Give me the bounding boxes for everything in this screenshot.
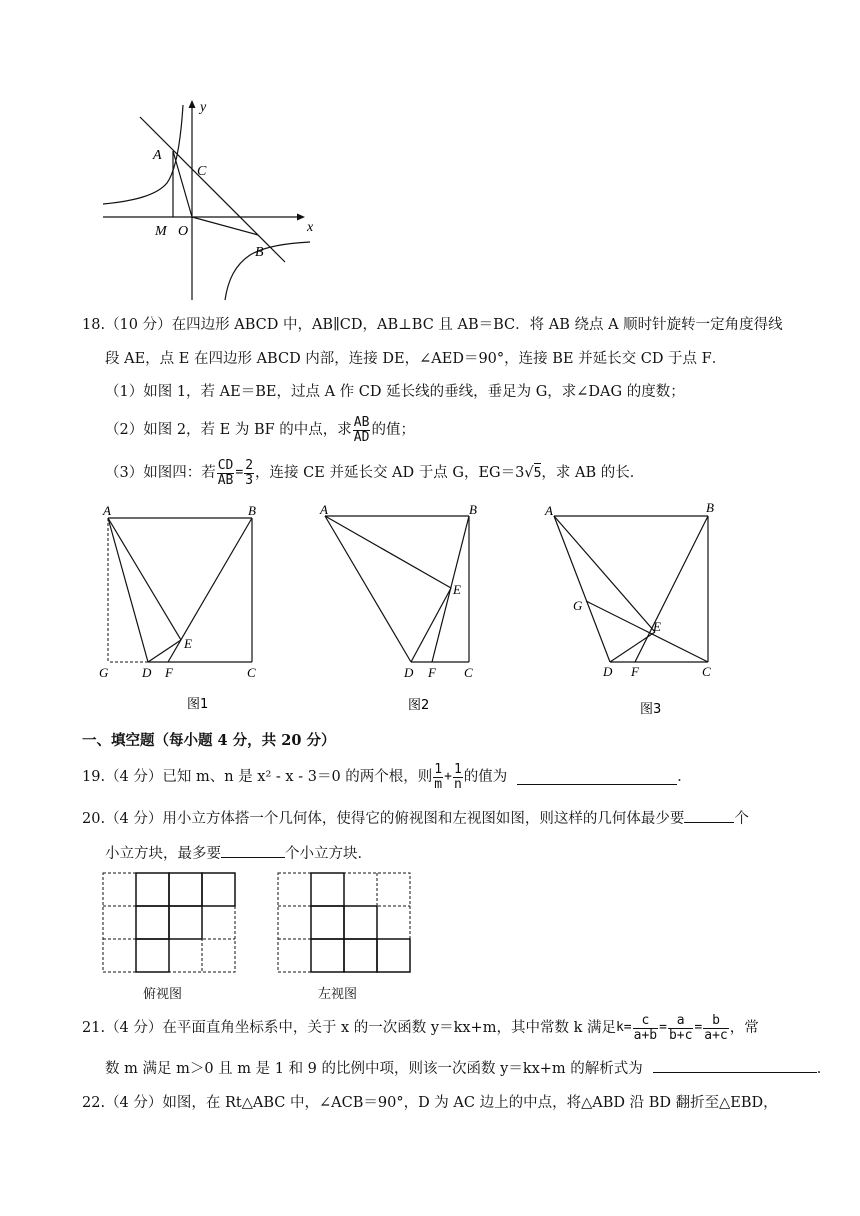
- q18-part3-text-c: ，求 AB 的长．: [541, 465, 645, 481]
- hyperbola-right-branch: [225, 242, 310, 300]
- top-view-figure: [100, 870, 240, 975]
- q18-part3-text-a: （3）如图四：若: [105, 465, 216, 481]
- q18-part2-fraction: [353, 416, 371, 445]
- q20-number: 20.: [82, 811, 106, 827]
- figure-3: [540, 500, 740, 720]
- q22-text: （4 分）如图，在 Rt△ABC 中，∠ACB＝90°，D 为 AC 边上的中点，将△ABD 沿 BD 翻折至△EBD，: [105, 1095, 778, 1111]
- fraction-denominator: a+c: [704, 1027, 728, 1043]
- q21-text-1a: （4 分）在平面直角坐标系中，关于 x 的一次函数 y＝kx+m，其中常数 k 满足: [105, 1020, 616, 1036]
- label-o: O: [178, 224, 189, 239]
- fraction-denominator: AD: [353, 429, 370, 445]
- function-graph: [95, 95, 325, 300]
- segment-ao: [173, 151, 192, 217]
- q20-line1: [82, 808, 749, 829]
- q22-line1: [82, 1093, 778, 1113]
- q20-text-1b: 个: [734, 811, 749, 827]
- fraction-numerator: CD: [217, 457, 234, 473]
- q20-answer-min[interactable]: [684, 808, 734, 823]
- q18-part3-fraction1: [217, 459, 235, 488]
- q21-text-1b: ，常: [729, 1020, 759, 1036]
- fraction-denominator: 3: [245, 472, 254, 488]
- q21-fraction-b: [668, 1014, 693, 1043]
- q19-answer-blank[interactable]: [517, 770, 677, 785]
- fig2-label-b: B: [469, 502, 477, 517]
- fraction-numerator: 1: [453, 761, 462, 777]
- q20-text-2b: 个小立方块．: [285, 846, 372, 862]
- q21-line1: [82, 1008, 759, 1048]
- fraction-numerator: 1: [434, 761, 443, 777]
- q20-text-2a: 小立方块，最多要: [105, 846, 221, 862]
- fig3-label-g: G: [573, 598, 583, 613]
- q21-k: k: [615, 1020, 624, 1035]
- top-view-caption: 俯视图: [143, 987, 183, 1002]
- fig2-caption: 图2: [408, 698, 430, 713]
- q19-plus: +: [444, 769, 452, 784]
- fig2-label-a: A: [320, 502, 328, 517]
- fraction-numerator: AB: [353, 414, 370, 430]
- fig3-caption: 图3: [640, 702, 662, 717]
- fig2-label-c: C: [464, 665, 473, 680]
- fraction-numerator: 2: [245, 457, 254, 473]
- q18-part3-eq: =: [235, 465, 244, 480]
- q21-number: 21.: [82, 1020, 106, 1036]
- q19-line: [82, 758, 692, 796]
- label-c: C: [197, 164, 207, 179]
- left-view-figure: [275, 870, 415, 975]
- q18-part3-fraction2: [244, 459, 254, 488]
- fraction-numerator: a: [668, 1014, 693, 1029]
- fig1-label-d: D: [142, 665, 152, 680]
- left-view-caption: 左视图: [318, 987, 358, 1002]
- q21-eq2: =: [659, 1020, 667, 1035]
- fig3-label-d: D: [603, 664, 613, 679]
- fig1-label-a: A: [103, 503, 111, 518]
- q18-number: 18.: [82, 317, 106, 333]
- sqrt-sign: √: [524, 465, 534, 481]
- q18-text1: 在四边形 ABCD 中，AB∥CD，AB⊥BC 且 AB＝BC．将 AB 绕点 A 顺时针旋转一定角度得线: [171, 317, 783, 333]
- q18-part3-text-b: ，连接 CE 并延长交 AD 于点 G，EG＝3: [255, 465, 525, 481]
- q21-answer-blank[interactable]: [653, 1058, 817, 1073]
- fig1-label-f: F: [165, 665, 173, 680]
- q19-text-b: 的值为: [463, 769, 508, 785]
- q21-line2: [105, 1058, 831, 1079]
- fig1-label-c: C: [247, 665, 256, 680]
- fraction-denominator: n: [453, 776, 462, 792]
- q19-text-a: （4 分）已知 m、n 是 x² - x - 3＝0 的两个根，则: [105, 769, 433, 785]
- q21-end: ．: [816, 1061, 832, 1077]
- q21-eq1: =: [623, 1020, 632, 1035]
- q18-line2: 段 AE，点 E 在四边形 ABCD 内部，连接 DE，∠AED＝90°，连接 BE 并延长交 CD 于点 F．: [105, 351, 727, 367]
- label-b: B: [255, 245, 264, 260]
- q20-text-1a: （4 分）用小立方体搭一个几何体，使得它的俯视图和左视图如图，则这样的几何体最少要: [105, 811, 685, 827]
- q19-fraction-1: [433, 763, 443, 792]
- q18-line1: [82, 315, 783, 335]
- figure-1: [95, 500, 275, 715]
- q21-text-2: 数 m 满足 m＞0 且 m 是 1 和 9 的比例中项，则该一次函数 y＝kx+m 的解析式为: [105, 1061, 643, 1077]
- q18-score: （10 分）: [105, 317, 172, 333]
- q18-part2: [105, 412, 415, 448]
- fig3-label-e: E: [653, 619, 661, 634]
- q20-line2: [105, 843, 372, 864]
- section-title: 一、填空题（每小题 4 分，共 20 分）: [82, 732, 336, 749]
- fraction-denominator: b+c: [668, 1027, 693, 1043]
- fig3-label-b: B: [706, 500, 714, 515]
- line-ab: [140, 117, 285, 262]
- fig3-label-c: C: [702, 664, 711, 679]
- q18-part3: [105, 455, 644, 491]
- x-axis-arrow: [297, 214, 305, 221]
- fraction-denominator: AB: [217, 472, 234, 488]
- figure-2: [315, 500, 515, 715]
- q19-end: ．: [677, 769, 692, 785]
- fraction-denominator: a+b: [633, 1027, 658, 1043]
- q18-part2-text-b: 的值；: [371, 422, 415, 438]
- q21-eq3: =: [694, 1020, 703, 1035]
- q21-fraction-c: [703, 1014, 728, 1043]
- label-a: A: [153, 148, 162, 163]
- fig2-label-e: E: [453, 582, 461, 597]
- fig3-label-a: A: [545, 503, 553, 518]
- fig1-caption: 图1: [187, 697, 209, 712]
- fraction-numerator: c: [633, 1014, 658, 1029]
- fig2-label-f: F: [428, 665, 436, 680]
- q18-part3-sqrt-radicand: 5: [534, 463, 542, 484]
- q19-number: 19.: [82, 769, 106, 785]
- fig1-label-g: G: [99, 665, 109, 680]
- label-m: M: [155, 224, 167, 239]
- fig1-label-b: B: [248, 503, 256, 518]
- q20-answer-max[interactable]: [221, 843, 285, 858]
- y-axis-arrow: [189, 100, 196, 108]
- label-x: x: [307, 220, 314, 235]
- fraction-denominator: m: [434, 776, 443, 792]
- label-y: y: [200, 100, 207, 115]
- q22-number: 22.: [82, 1095, 106, 1111]
- q18-part1: （1）如图 1，若 AE＝BE，过点 A 作 CD 延长线的垂线，垂足为 G，求∠DAG 的度数；: [105, 384, 685, 400]
- fig3-label-f: F: [631, 664, 639, 679]
- segment-ob: [192, 217, 258, 235]
- fig1-label-e: E: [184, 636, 192, 651]
- fig2-label-d: D: [404, 665, 414, 680]
- q18-part2-text-a: （2）如图 2，若 E 为 BF 的中点，求: [105, 422, 352, 438]
- q21-fraction-a: [633, 1014, 658, 1043]
- fraction-numerator: b: [703, 1014, 728, 1029]
- q19-fraction-2: [453, 763, 463, 792]
